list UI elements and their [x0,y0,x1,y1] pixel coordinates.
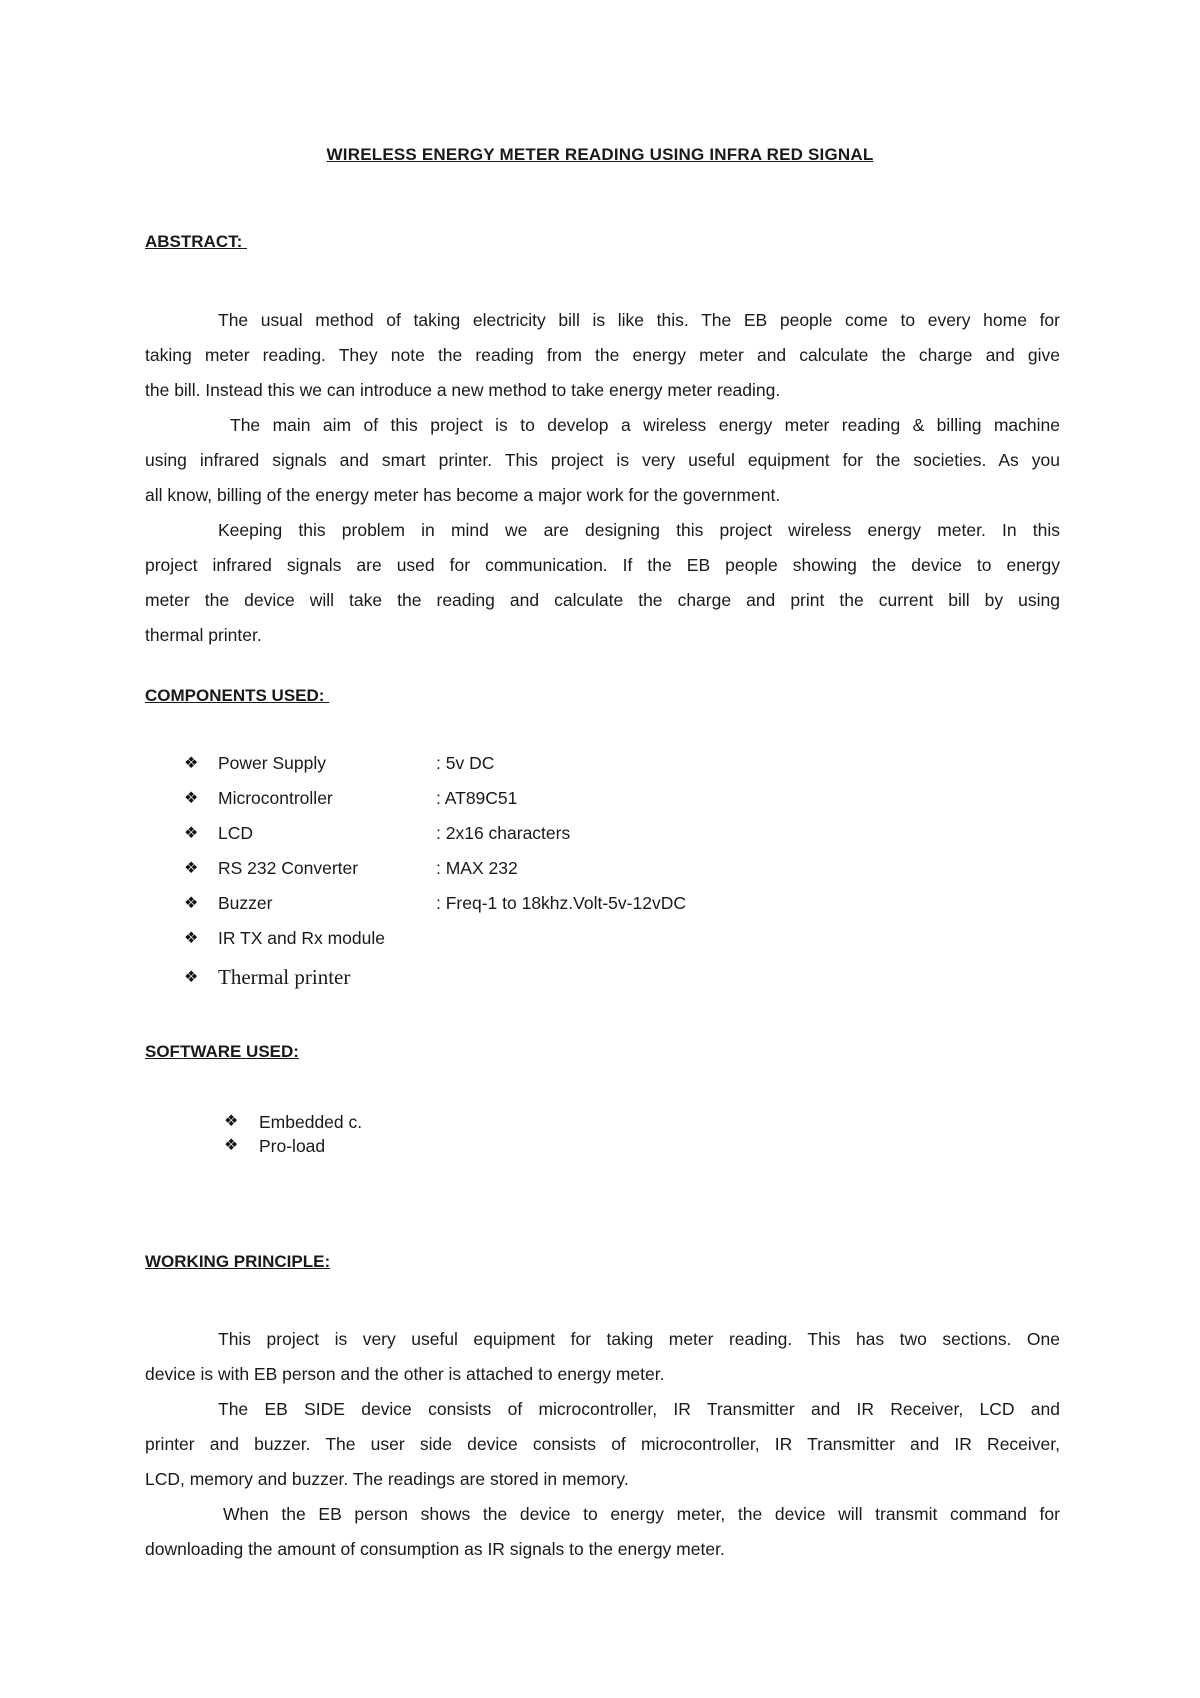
text-line: thermal printer. [145,625,262,645]
text-line: LCD, memory and buzzer. The readings are stored in memory. [145,1469,629,1489]
working-paragraph-2 [145,1392,1060,1497]
bullet-icon: ❖ [184,790,199,807]
abstract-paragraph-1 [145,303,1060,408]
text-line: The usual method of taking electricity bill is like this. The EB people come to every home for [218,310,1060,330]
abstract-heading: ABSTRACT: [145,232,247,251]
abstract-paragraph-2 [145,408,1060,513]
working-paragraph-1 [145,1322,1060,1392]
abstract-paragraph-3 [145,513,1060,653]
component-item [0,960,900,995]
component-name: Microcontroller [218,788,333,808]
component-name: IR TX and Rx module [218,928,385,948]
component-item [0,746,900,781]
component-name: RS 232 Converter [218,858,359,878]
text-line: using infrared signals and smart printer. This project is very useful equipment for the societies. As you [145,450,1060,470]
software-item [0,1134,600,1158]
working-principle-heading: WORKING PRINCIPLE: [145,1252,331,1271]
component-value: : MAX 232 [436,858,518,878]
text-line: all know, billing of the energy meter has become a major work for the government. [145,485,781,505]
text-line: When the EB person shows the device to energy meter, the device will transmit command for [223,1504,1060,1524]
text-line: project infrared signals are used for communication. If the EB people showing the device to energy [145,555,1060,575]
text-line: Keeping this problem in mind we are designing this project wireless energy meter. In this [218,520,1060,540]
bullet-icon: ❖ [184,895,199,912]
text-line: This project is very useful equipment for taking meter reading. This has two sections. One [218,1329,1060,1349]
component-item [0,886,900,921]
text-line: the bill. Instead this we can introduce a new method to take energy meter reading. [145,380,781,400]
component-name: Buzzer [218,893,273,913]
bullet-icon: ❖ [184,860,199,877]
bullet-icon: ❖ [224,1137,239,1154]
bullet-icon: ❖ [184,825,199,842]
component-name: Thermal printer [218,965,351,989]
text-line: printer and buzzer. The user side device consists of microcontroller, IR Transmitter and IR Receiver, [145,1434,1060,1454]
component-item [0,781,900,816]
component-value: : 2x16 characters [436,823,571,843]
bullet-icon: ❖ [184,930,199,947]
component-item [0,851,900,886]
components-heading: COMPONENTS USED: [145,686,330,705]
component-value: : Freq-1 to 18khz.Volt-5v-12vDC [436,893,686,913]
software-heading: SOFTWARE USED: [145,1042,299,1061]
text-line: downloading the amount of consumption as IR signals to the energy meter. [145,1539,725,1559]
component-item [0,816,900,851]
text-line: device is with EB person and the other is attached to energy meter. [145,1364,665,1384]
bullet-icon: ❖ [184,969,199,986]
component-value: : 5v DC [436,753,495,773]
text-line: meter the device will take the reading and calculate the charge and print the current bill by using [145,590,1060,610]
component-name: LCD [218,823,254,843]
component-value: : AT89C51 [436,788,518,808]
text-line: taking meter reading. They note the reading from the energy meter and calculate the charge and give [145,345,1060,365]
component-name: Power Supply [218,753,326,773]
bullet-icon: ❖ [184,755,199,772]
text-line: The EB SIDE device consists of microcontroller, IR Transmitter and IR Receiver, LCD and [218,1399,1060,1419]
bullet-icon: ❖ [224,1113,239,1130]
working-paragraph-3 [145,1497,1060,1567]
component-item [0,921,900,956]
software-name: Embedded c. [259,1112,363,1132]
document-title: WIRELESS ENERGY METER READING USING INFRA RED SIGNAL [326,145,874,164]
software-item [0,1110,600,1134]
software-name: Pro-load [259,1136,326,1156]
text-line: The main aim of this project is to develop a wireless energy meter reading & billing machine [230,415,1060,435]
